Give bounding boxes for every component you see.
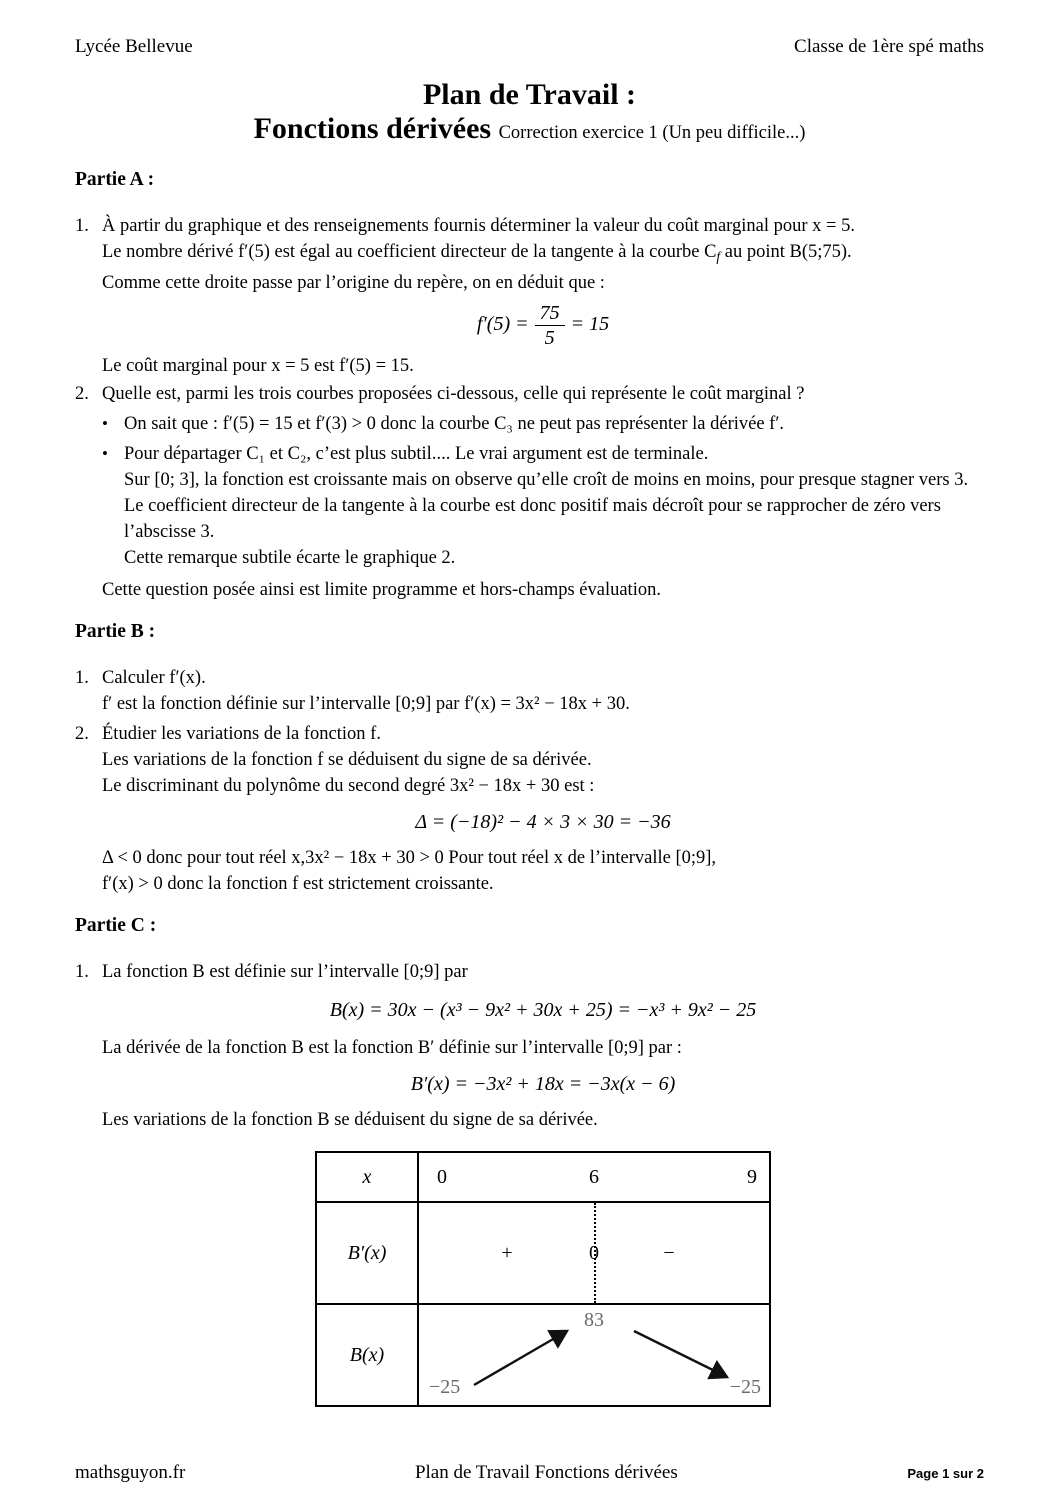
fraction-numerator: 75 [535, 302, 565, 326]
formula-b-function: B(x) = 30x − (x³ − 9x² + 30x + 25) = −x³ + 9x² − 25 [329, 999, 757, 1022]
sign-minus: − [663, 1242, 675, 1265]
row-label: B(x) [317, 1305, 419, 1405]
footer-site: mathsguyon.fr [75, 1462, 186, 1483]
text-line: Le discriminant du polynôme du second degré 3x² − 18x + 30 est : [102, 776, 595, 797]
question-body [102, 213, 984, 379]
fraction [535, 302, 565, 349]
text-line: Δ < 0 donc pour tout réel x,3x² − 18x + 30 > 0 Pour tout réel x de l’intervalle [0;9], [102, 848, 717, 869]
text-line: Cette remarque subtile écarte le graphique 2. [124, 548, 456, 569]
footer-title: Plan de Travail Fonctions dérivées [414, 1462, 678, 1483]
text-line: f′(x) > 0 donc la fonction f est strictement croissante. [102, 874, 494, 895]
footer-page-number: Page 1 sur 2 [907, 1466, 984, 1481]
bullet-text [124, 441, 984, 571]
text-line: Les variations de la fonction B se déduisent du signe de sa dérivée. [102, 1110, 598, 1131]
question-body [102, 665, 984, 717]
page-title-main: Fonctions dérivées [253, 111, 492, 145]
sign-zero: 0 [589, 1242, 599, 1265]
b-min-left: −25 [429, 1376, 461, 1399]
sign-plus: + [501, 1242, 513, 1265]
text-line: Étudier les variations de la fonction f. [102, 724, 381, 745]
text-line: Le coefficient directeur de la tangente à la courbe est donc positif mais décroît pour se rapprocher de zéro vers l’abscisse 3. [124, 496, 941, 543]
formula-b-derivative: B′(x) = −3x² + 18x = −3x(x − 6) [410, 1073, 676, 1096]
section-heading-partie-c: Partie C : [75, 915, 157, 937]
row-cells [419, 1153, 769, 1201]
text-line: La dérivée de la fonction B est la fonction B′ définie sur l’intervalle [0;9] par : [102, 1038, 682, 1059]
b-min-right: −25 [729, 1376, 761, 1399]
question-a2 [75, 381, 984, 603]
x-value-0: 0 [437, 1166, 447, 1189]
page-title-line1: Plan de Travail : [422, 78, 637, 111]
text-line: Quelle est, parmi les trois courbes proposées ci-dessous, celle qui représente le coût marginal ? [102, 384, 805, 405]
header-class: Classe de 1ère spé maths [794, 36, 984, 57]
header-school: Lycée Bellevue [75, 36, 193, 57]
row-cells [419, 1203, 769, 1303]
title-block [75, 78, 984, 145]
text-line: Sur [0; 3], la fonction est croissante mais on observe qu’elle croît de moins en moins, pour presque stagner vers 3. [124, 470, 969, 491]
question-b2 [75, 721, 984, 897]
bullet-icon [102, 411, 124, 437]
fraction-denominator: 5 [544, 327, 555, 350]
page-title-line2 [75, 112, 984, 146]
x-value-6: 6 [589, 1166, 599, 1189]
question-body [102, 721, 984, 897]
question-body [102, 381, 984, 603]
bullet-item [102, 411, 984, 437]
question-b1 [75, 665, 984, 717]
text-line: Calculer f′(x). [102, 668, 206, 689]
bullet-item [102, 441, 984, 571]
variation-table [315, 1151, 771, 1407]
text-line: À partir du graphique et des renseignements fournis déterminer la valeur du coût marginal pour x = 5. [102, 216, 855, 237]
text-line: Le nombre dérivé f′(5) est égal au coefficient directeur de la tangente à la courbe $C_f$ au point B(5;75). [102, 242, 852, 265]
question-a1 [75, 213, 984, 379]
table-row-b [317, 1303, 769, 1405]
document-header [75, 34, 984, 60]
table-row-b-prime [317, 1201, 769, 1303]
text-line: f′ est la fonction définie sur l’intervalle [0;9] par f′(x) = 3x² − 18x + 30. [102, 694, 630, 715]
question-number: 2. [75, 384, 89, 405]
question-number: 1. [75, 668, 89, 689]
text-line: Le coût marginal pour x = 5 est f′(5) = 15. [102, 356, 414, 377]
formula-discriminant: Δ = (−18)² − 4 × 3 × 30 = −36 [415, 811, 671, 834]
document-footer [75, 1460, 984, 1487]
question-number: 2. [75, 724, 89, 745]
section-heading-partie-b: Partie B : [75, 621, 156, 643]
text-line: Cette question posée ainsi est limite programme et hors-champs évaluation. [102, 580, 661, 601]
bullet-text: On sait que : f′(5) = 15 et f′(3) > 0 donc la courbe C₃ ne peut pas représenter la dérivée f′. [124, 414, 784, 435]
text-line: Les variations de la fonction f se déduisent du signe de sa dérivée. [102, 750, 592, 771]
formula-derivative-value: f′(5) = $\frac{75}{5}$ = 15 [476, 302, 610, 350]
subscript-f: f [716, 249, 721, 265]
page-title-subtitle: Correction exercice 1 (Un peu difficile...) [498, 122, 806, 143]
b-max: 83 [584, 1309, 604, 1332]
text-line: Comme cette droite passe par l’origine du repère, on en déduit que : [102, 273, 605, 294]
section-heading-partie-a: Partie A : [75, 169, 155, 191]
x-value-9: 9 [747, 1166, 757, 1189]
text-line: Pour départager C₁ et C₂, c’est plus subtil.... Le vrai argument est de terminale. [124, 444, 709, 465]
row-label: x [317, 1153, 419, 1201]
question-c1 [75, 959, 984, 1133]
bullet-icon [102, 441, 124, 571]
row-label: B′(x) [317, 1203, 419, 1303]
text-line: La fonction B est définie sur l’intervalle [0;9] par [102, 962, 468, 983]
question-body [102, 959, 984, 1133]
table-row-x [317, 1153, 769, 1201]
question-number: 1. [75, 216, 89, 237]
question-number: 1. [75, 962, 89, 983]
row-cells [419, 1305, 769, 1405]
